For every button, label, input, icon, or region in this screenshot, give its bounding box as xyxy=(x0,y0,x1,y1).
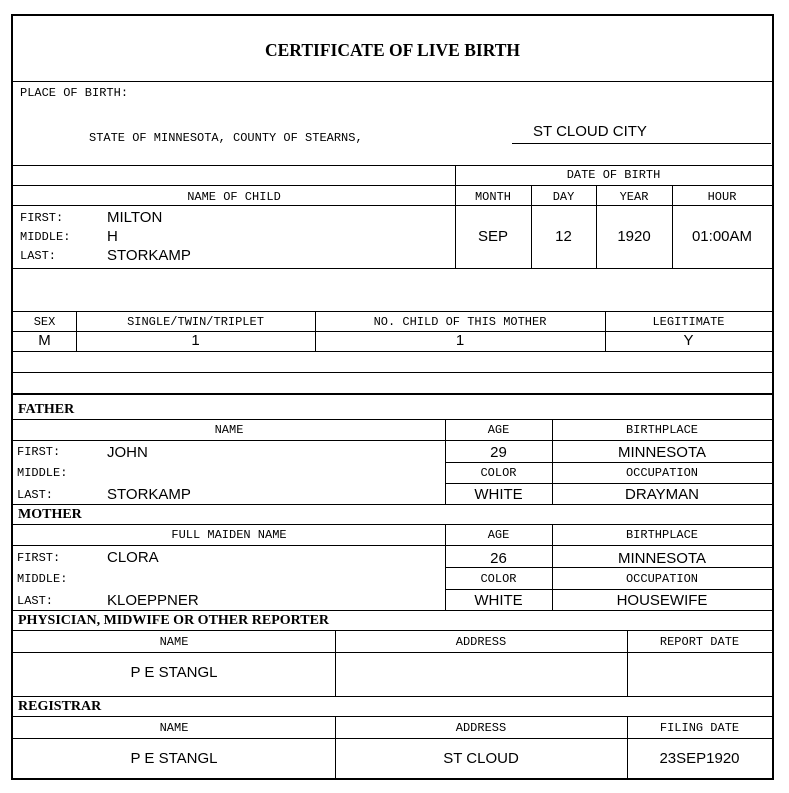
father-age-header: AGE xyxy=(487,423,510,437)
registrar-name-header: NAME xyxy=(159,721,189,735)
divider xyxy=(13,440,772,441)
mother-section-title: MOTHER xyxy=(18,507,82,522)
father-color-header: COLOR xyxy=(480,466,517,480)
divider xyxy=(13,205,772,206)
legitimate-value: Y xyxy=(683,332,694,349)
divider xyxy=(13,630,772,631)
mother-age-header: AGE xyxy=(487,528,510,542)
divider xyxy=(13,696,772,697)
divider xyxy=(13,716,772,717)
mother-occupation: HOUSEWIFE xyxy=(616,592,708,609)
father-name-header: NAME xyxy=(214,423,244,437)
registrar-address-header: ADDRESS xyxy=(455,721,507,735)
child-middle-name: H xyxy=(107,228,118,245)
physician-name-header: NAME xyxy=(159,635,189,649)
mother-last-name: KLOEPPNER xyxy=(107,592,199,609)
divider xyxy=(13,351,772,352)
divider xyxy=(13,504,772,505)
divider xyxy=(13,738,772,739)
filing-date: 23SEP1920 xyxy=(659,750,740,767)
birth-hour: 01:00AM xyxy=(691,228,753,245)
divider xyxy=(13,372,772,373)
sex-value: M xyxy=(38,332,51,349)
divider xyxy=(13,311,772,312)
mother-birthplace: MINNESOTA xyxy=(617,550,707,567)
mother-name-header: FULL MAIDEN NAME xyxy=(171,528,287,542)
mother-first-label: FIRST: xyxy=(17,551,61,565)
child-last-label: LAST: xyxy=(20,249,57,263)
mother-age: 26 xyxy=(490,550,507,567)
father-first-name: JOHN xyxy=(107,444,148,461)
mother-middle-label: MIDDLE: xyxy=(17,572,68,586)
mother-last-label: LAST: xyxy=(17,594,54,608)
child-middle-label: MIDDLE: xyxy=(20,230,71,244)
physician-address-header: ADDRESS xyxy=(455,635,507,649)
father-middle-label: MIDDLE: xyxy=(17,466,68,480)
divider xyxy=(445,462,772,463)
father-section-title: FATHER xyxy=(18,402,75,417)
birth-month: SEP xyxy=(477,228,508,245)
section-divider xyxy=(13,393,772,395)
child-name-header: NAME OF CHILD xyxy=(187,190,281,204)
child-number-header: NO. CHILD OF THIS MOTHER xyxy=(373,315,547,329)
mother-first-name: CLORA xyxy=(107,549,159,566)
state-county: STATE OF MINNESOTA, COUNTY OF STEARNS, xyxy=(89,131,363,145)
child-last-name: STORKAMP xyxy=(107,247,191,264)
month-header: MONTH xyxy=(474,190,511,204)
father-age: 29 xyxy=(490,444,507,461)
day-header: DAY xyxy=(552,190,575,204)
divider xyxy=(13,419,772,420)
birth-day: 12 xyxy=(555,228,572,245)
registrar-section-title: REGISTRAR xyxy=(18,699,102,714)
child-number-value: 1 xyxy=(455,332,465,349)
divider xyxy=(445,589,772,590)
plurality-header: SINGLE/TWIN/TRIPLET xyxy=(127,315,264,329)
report-date-header: REPORT DATE xyxy=(659,635,740,649)
registrar-name: P E STANGL xyxy=(130,750,218,767)
physician-section-title: PHYSICIAN, MIDWIFE OR OTHER REPORTER xyxy=(18,613,330,628)
filing-date-header: FILING DATE xyxy=(659,721,740,735)
year-header: YEAR xyxy=(619,190,649,204)
divider xyxy=(455,185,772,186)
plurality-value: 1 xyxy=(191,332,200,349)
date-of-birth-header: DATE OF BIRTH xyxy=(566,168,661,182)
hour-header: HOUR xyxy=(707,190,737,204)
divider xyxy=(13,524,772,525)
divider xyxy=(445,567,772,568)
father-last-name: STORKAMP xyxy=(107,486,191,503)
divider xyxy=(445,483,772,484)
father-birthplace: MINNESOTA xyxy=(617,444,707,461)
father-color: WHITE xyxy=(474,486,523,503)
father-occupation: DRAYMAN xyxy=(625,486,699,503)
divider xyxy=(13,165,772,166)
registrar-address: ST CLOUD xyxy=(443,750,519,767)
birth-city: ST CLOUD CITY xyxy=(533,123,647,140)
divider xyxy=(13,268,772,269)
divider xyxy=(13,652,772,653)
divider xyxy=(13,610,772,611)
city-underline xyxy=(512,143,771,144)
mother-birthplace-header: BIRTHPLACE xyxy=(625,528,698,542)
father-last-label: LAST: xyxy=(17,488,54,502)
birth-year: 1920 xyxy=(617,228,651,245)
child-first-name: MILTON xyxy=(107,209,163,226)
divider xyxy=(13,81,772,82)
birth-certificate xyxy=(11,14,774,780)
place-of-birth-label: PLACE OF BIRTH: xyxy=(20,86,129,100)
father-first-label: FIRST: xyxy=(17,445,61,459)
mother-occupation-header: OCCUPATION xyxy=(625,572,698,586)
certificate-title: CERTIFICATE OF LIVE BIRTH xyxy=(265,40,520,60)
divider xyxy=(13,545,772,546)
physician-name: P E STANGL xyxy=(130,664,218,681)
child-first-label: FIRST: xyxy=(20,211,64,225)
sex-header: SEX xyxy=(33,315,56,329)
mother-color: WHITE xyxy=(474,592,523,609)
father-birthplace-header: BIRTHPLACE xyxy=(625,423,698,437)
mother-color-header: COLOR xyxy=(480,572,517,586)
father-occupation-header: OCCUPATION xyxy=(625,466,698,480)
legitimate-header: LEGITIMATE xyxy=(652,315,725,329)
